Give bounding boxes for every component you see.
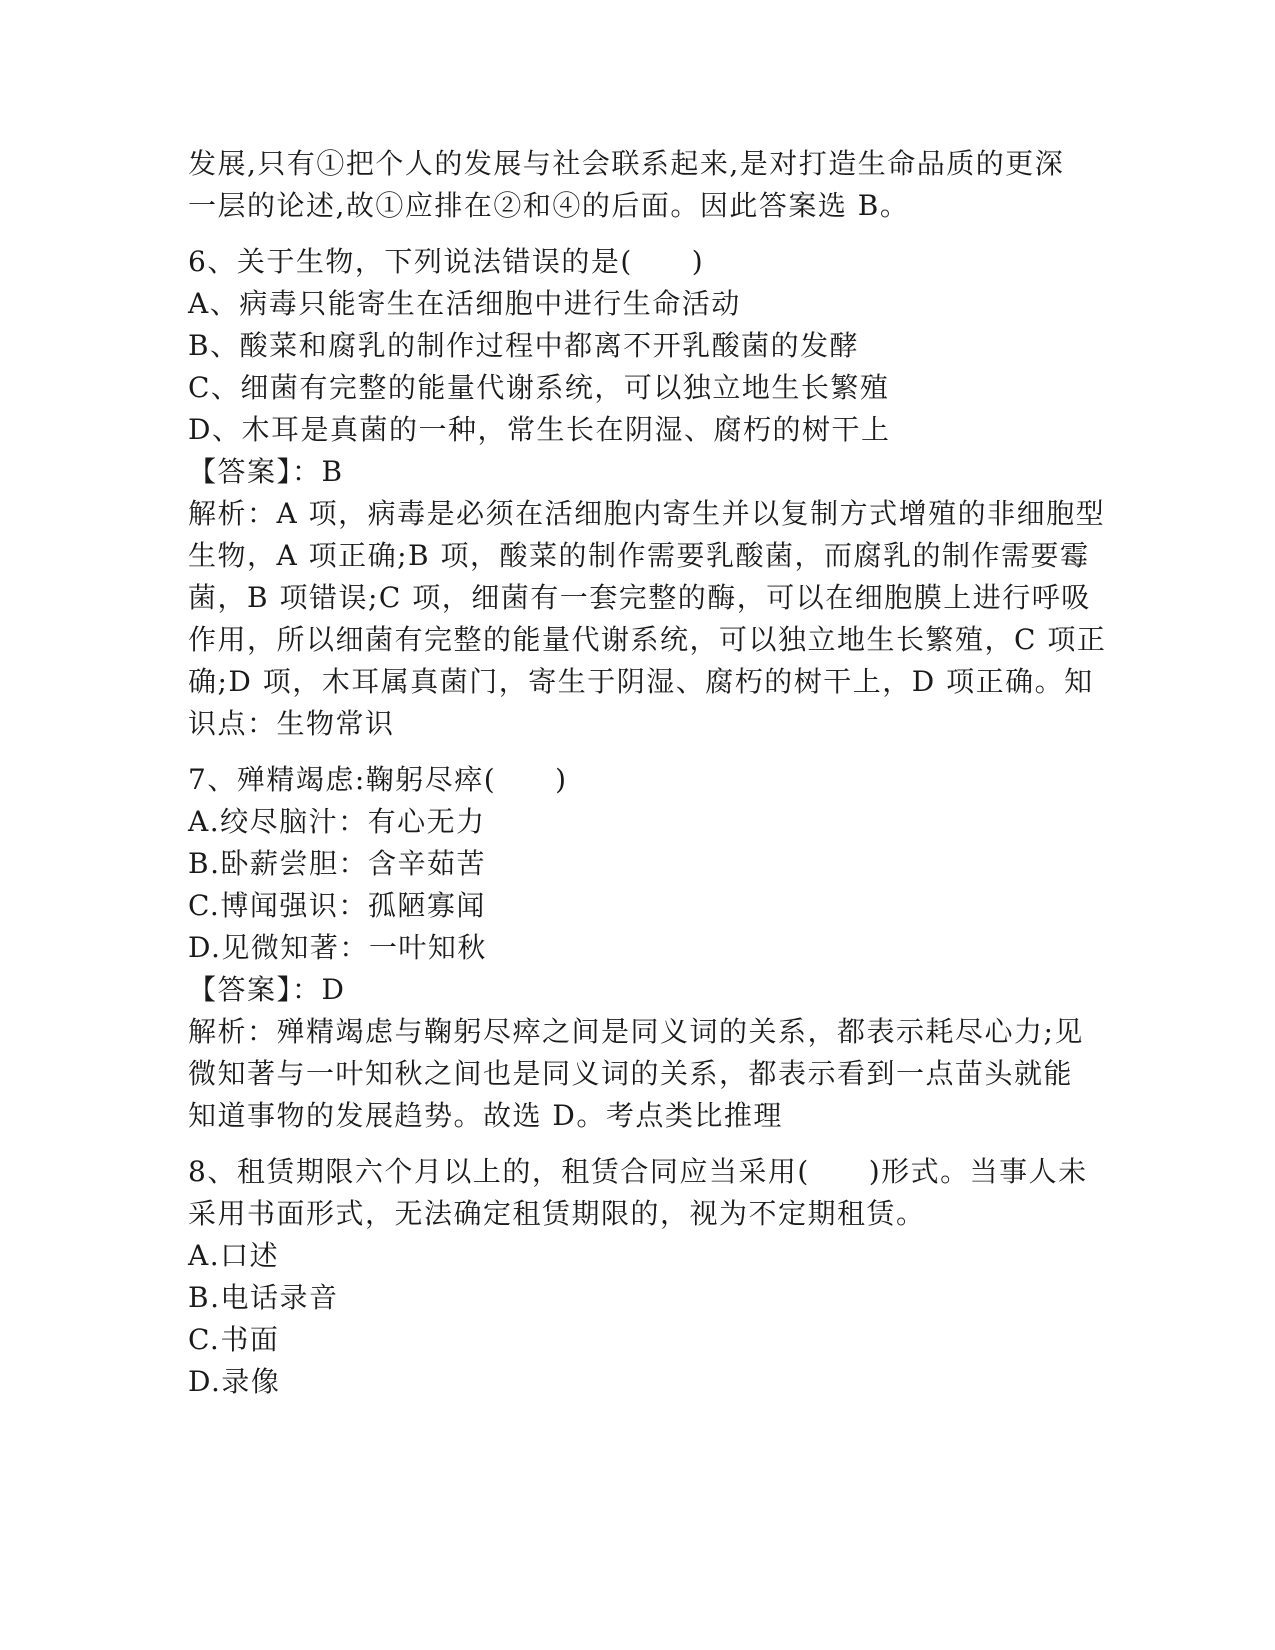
option-c: C.博闻强识：孤陋寡闻 (188, 889, 486, 922)
option-a: A、病毒只能寄生在活细胞中进行生命活动 (188, 287, 741, 320)
option-a: A.口述 (188, 1239, 280, 1272)
analysis-line: 识点：生物常识 (188, 707, 395, 740)
question-stem: 7、殚精竭虑:鞠躬尽瘁( ) (188, 763, 568, 796)
option-c: C.书面 (188, 1323, 280, 1356)
option-b: B、酸菜和腐乳的制作过程中都离不开乳酸菌的发酵 (188, 329, 860, 362)
answer-line: 【答案】：B (188, 455, 344, 488)
option-b: B.卧薪尝胆：含辛茹苦 (188, 847, 486, 880)
question-8 (188, 1151, 1088, 1403)
answer-line: 【答案】：D (188, 973, 346, 1006)
question-stem: 6、关于生物，下列说法错误的是( ) (188, 245, 705, 278)
text-line: 一层的论述,故①应排在②和④的后面。因此答案选 B。 (188, 189, 910, 222)
analysis-line: 作用，所以细菌有完整的能量代谢系统，可以独立地生长繁殖，C 项正 (188, 623, 1107, 656)
question-stem: 8、租赁期限六个月以上的，租赁合同应当采用( )形式。当事人未 (188, 1155, 1088, 1188)
analysis-line: 解析：殚精竭虑与鞠躬尽瘁之间是同义词的关系，都表示耗尽心力;见 (188, 1015, 1084, 1048)
question-7 (188, 759, 1088, 1137)
question-stem: 采用书面形式，无法确定租赁期限的，视为不定期租赁。 (188, 1197, 926, 1230)
option-d: D、木耳是真菌的一种，常生长在阴湿、腐朽的树干上 (188, 413, 891, 446)
option-b: B.电话录音 (188, 1281, 339, 1314)
analysis-line: 生物，A 项正确;B 项，酸菜的制作需要乳酸菌，而腐乳的制作需要霉 (188, 539, 1090, 572)
analysis-line: 微知著与一叶知秋之间也是同义词的关系，都表示看到一点苗头就能 (188, 1057, 1074, 1090)
analysis-line: 解析：A 项，病毒是必须在活细胞内寄生并以复制方式增殖的非细胞型 (188, 497, 1106, 530)
option-a: A.绞尽脑汁：有心无力 (188, 805, 486, 838)
analysis-line: 知道事物的发展趋势。故选 D。考点类比推理 (188, 1099, 783, 1132)
option-d: D.录像 (188, 1365, 281, 1398)
question-6 (188, 241, 1107, 745)
analysis-line: 菌，B 项错误;C 项，细菌有一套完整的酶，可以在细胞膜上进行呼吸 (188, 581, 1091, 614)
option-c: C、细菌有完整的能量代谢系统，可以独立地生长繁殖 (188, 371, 890, 404)
text-line: 发展,只有①把个人的发展与社会联系起来,是对打造生命品质的更深 (188, 147, 1065, 180)
analysis-line: 确;D 项，木耳属真菌门，寄生于阴湿、腐朽的树干上，D 项正确。知 (188, 665, 1094, 698)
option-d: D.见微知著：一叶知秋 (188, 931, 487, 964)
document-page (188, 143, 1107, 1403)
intro-paragraph (188, 143, 1088, 227)
